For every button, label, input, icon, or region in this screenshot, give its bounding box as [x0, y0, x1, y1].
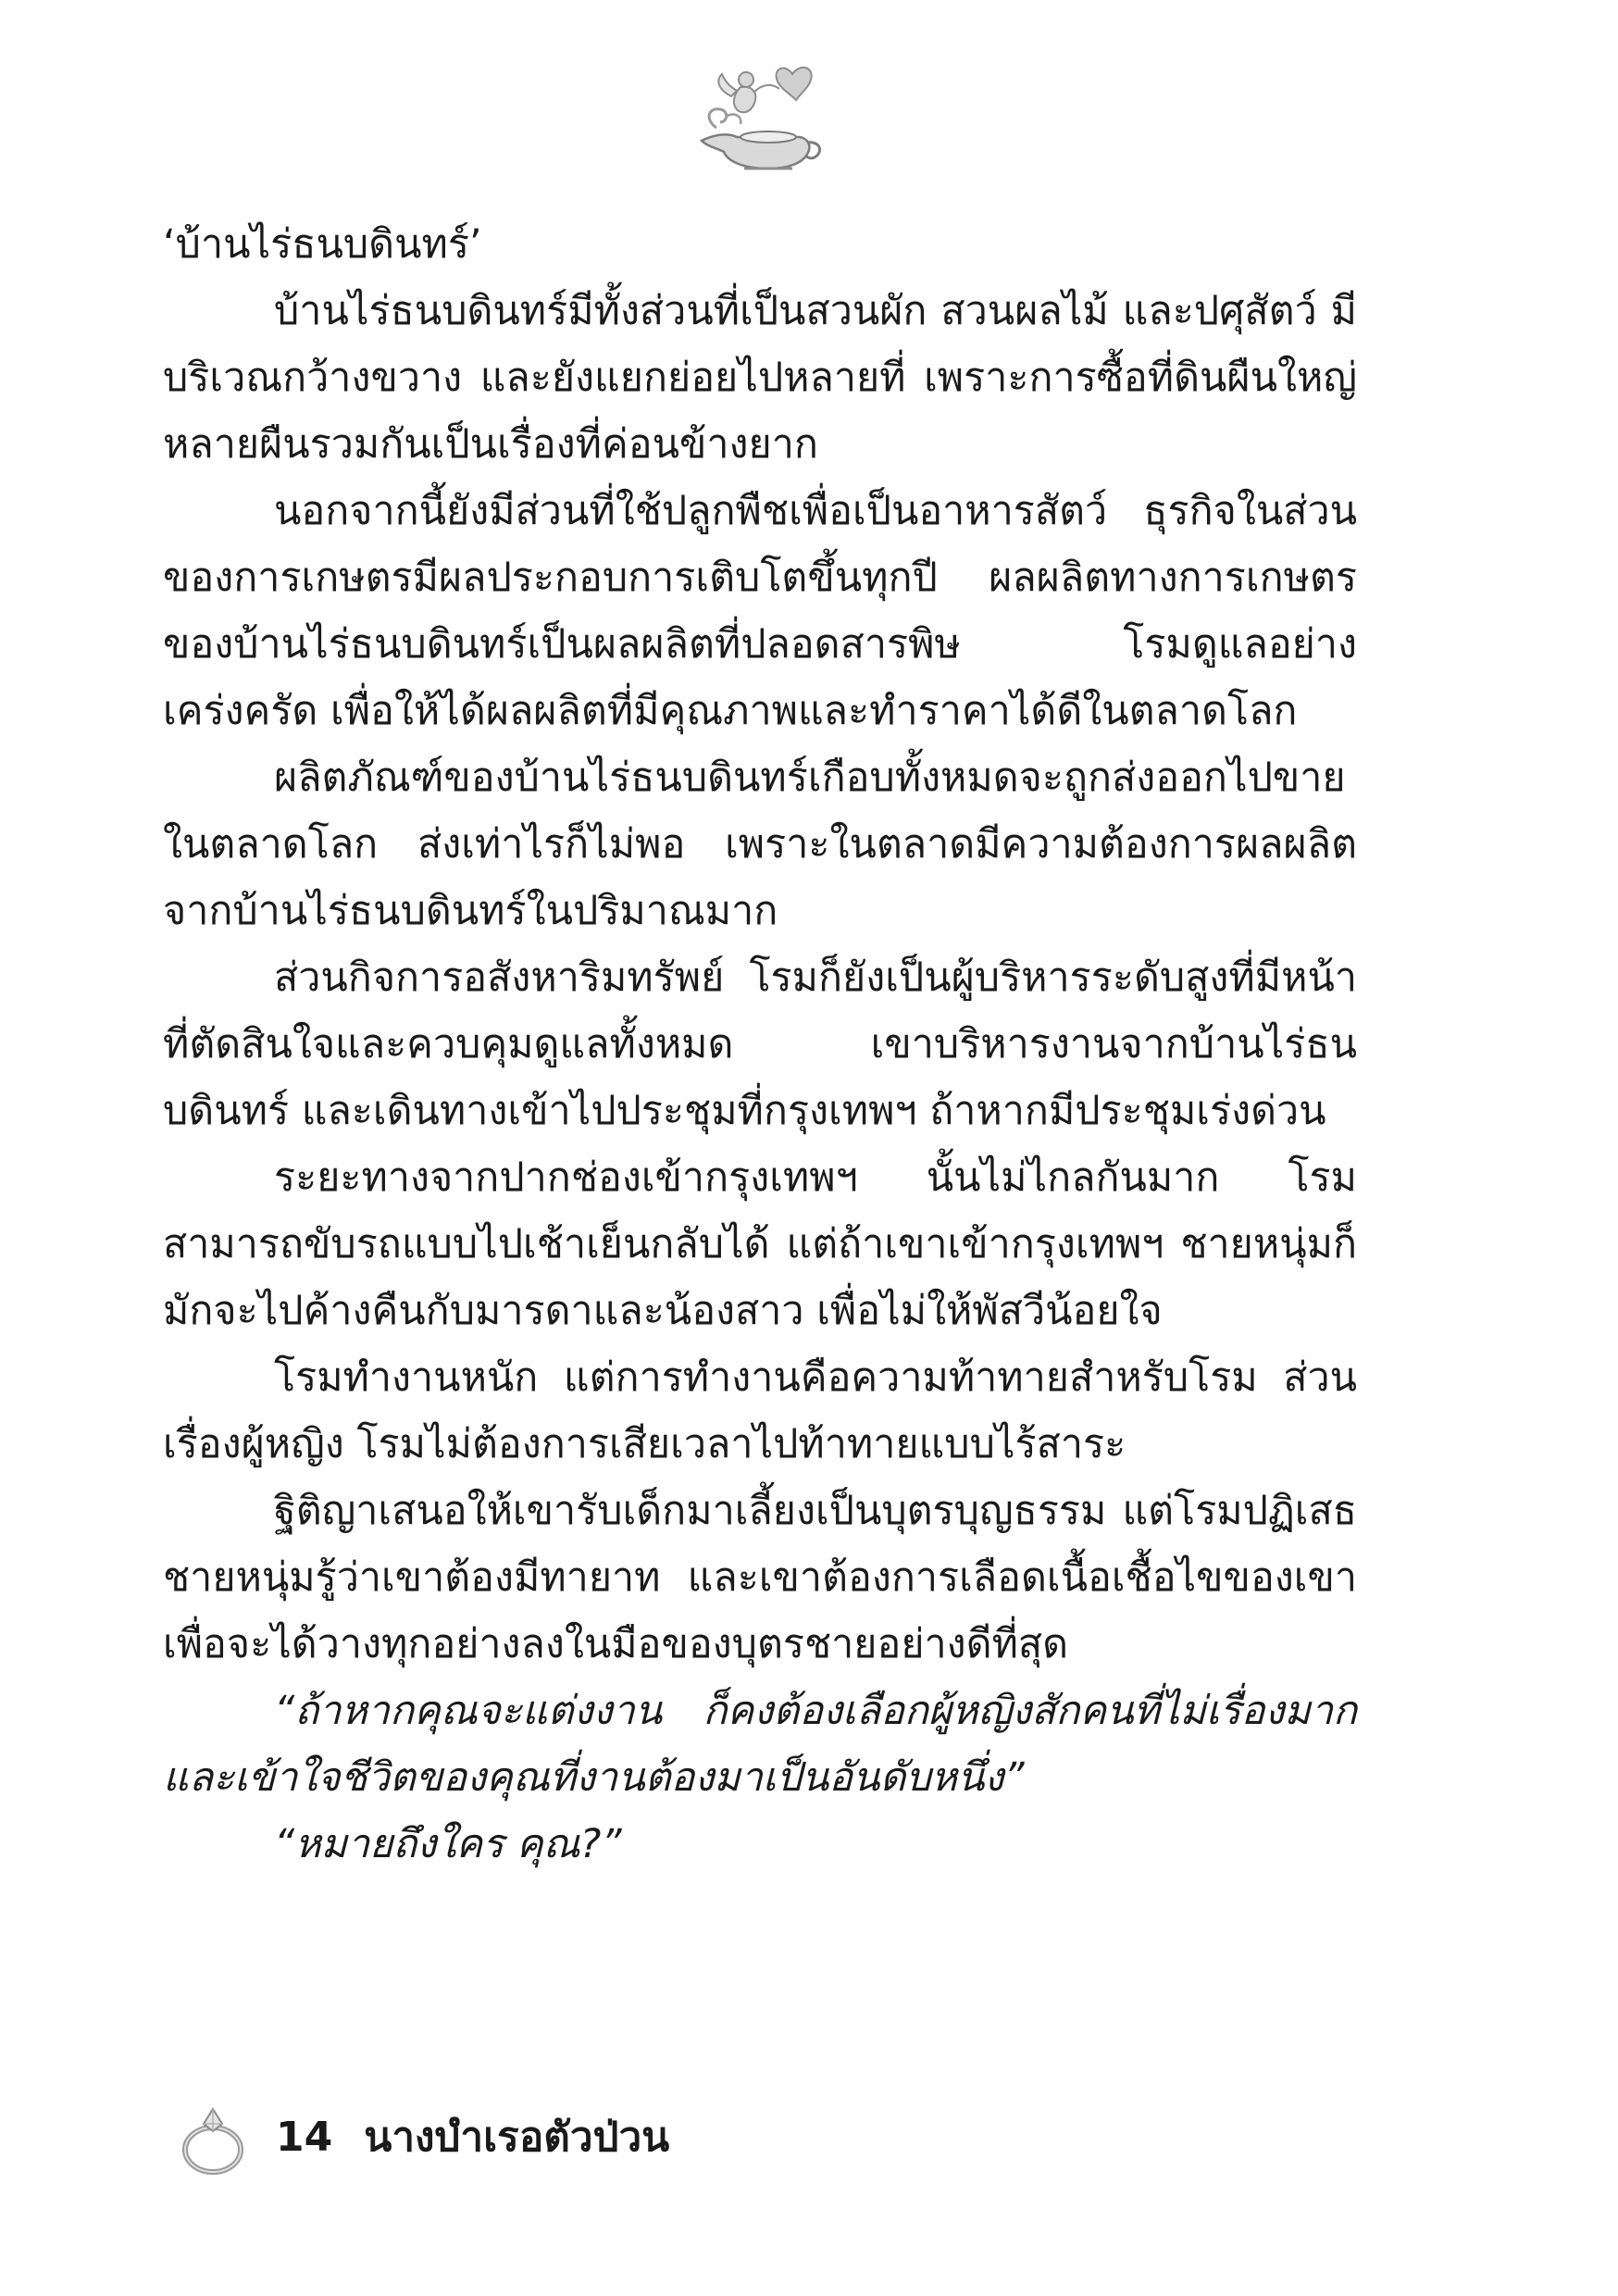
paragraph: โรมทำงานหนัก แต่การทำงานคือความท้าทายสำหรับโรม ส่วนเรื่องผู้หญิง โรมไม่ต้องการเสียเวลาไปท้าทายแบบไร้สาระ [163, 1354, 1357, 1467]
paragraph: ผลิตภัณฑ์ของบ้านไร่ธนบดินทร์เกือบทั้งหมดจะถูกส่งออกไปขายในตลาดโลก ส่งเท่าไรก็ไม่พอ เพราะในตลาดมีความต้องการผลผลิตจากบ้านไร่ธนบดินทร์ในปริมาณมาก [163, 755, 1357, 934]
diamond-ring-icon [172, 2096, 254, 2177]
cupid-teapot-ornament-icon [689, 56, 828, 176]
book-title: นางบำเรอตัวป่วน [364, 2114, 670, 2161]
page-number: 14 [276, 2113, 333, 2161]
paragraph: ส่วนกิจการอสังหาริมทรัพย์ โรมก็ยังเป็นผู้บริหารระดับสูงที่มีหน้าที่ตัดสินใจและควบคุมดูแลทั้งหมด เขาบริหารงานจากบ้านไร่ธนบดินทร์ และเดินทางเข้าไปประชุมที่กรุงเทพฯ ถ้าหากมีประชุมเร่งด่วน [163, 955, 1357, 1134]
paragraph: ระยะทางจากปากช่องเข้ากรุงเทพฯ นั้นไม่ไกลกันมาก โรมสามารถขับรถแบบไปเช้าเย็นกลับได้ แต่ถ้าเขาเข้ากรุงเทพฯ ชายหนุ่มก็มักจะไปค้างคืนกับมารดาและน้องสาว เพื่อไม่ให้พัสวีน้อยใจ [163, 1154, 1357, 1334]
paragraph: นอกจากนี้ยังมีส่วนที่ใช้ปลูกพืชเพื่อเป็นอาหารสัตว์ ธุรกิจในส่วนของการเกษตรมีผลประกอบการเติบโตขึ้นทุกปี ผลผลิตทางการเกษตรของบ้านไร่ธนบดินทร์เป็นผลผลิตที่ปลอดสารพิษ โรมดูแลอย่างเคร่งครัด เพื่อให้ได้ผลผลิตที่มีคุณภาพและทำราคาได้ดีในตลาดโลก [163, 488, 1357, 734]
body-text [163, 211, 1357, 1878]
dialogue-paragraph: “ถ้าหากคุณจะแต่งงาน ก็คงต้องเลือกผู้หญิงสักคนที่ไม่เรื่องมากและเข้าใจชีวิตของคุณที่งานต้องมาเป็นอันดับหนึ่ง” [163, 1688, 1357, 1801]
dialogue-paragraph: “หมายถึงใคร คุณ?” [274, 1821, 622, 1867]
paragraph: บ้านไร่ธนบดินทร์มีทั้งส่วนที่เป็นสวนผัก สวนผลไม้ และปศุสัตว์ มีบริเวณกว้างขวาง และยังแยกย่อยไปหลายที่ เพราะการซื้อที่ดินผืนใหญ่หลายผืนรวมกันเป็นเรื่องที่ค่อนข้างยาก [163, 288, 1357, 468]
paragraph: ‘บ้านไร่ธนบดินทร์’ [163, 221, 482, 268]
page-footer [172, 2090, 669, 2183]
paragraph: ฐิติญาเสนอให้เขารับเด็กมาเลี้ยงเป็นบุตรบุญธรรม แต่โรมปฏิเสธ ชายหนุ่มรู้ว่าเขาต้องมีทายาท และเขาต้องการเลือดเนื้อเชื้อไขของเขา เพื่อจะได้วางทุกอย่างลงในมือของบุตรชายอย่างดีที่สุด [163, 1488, 1357, 1667]
